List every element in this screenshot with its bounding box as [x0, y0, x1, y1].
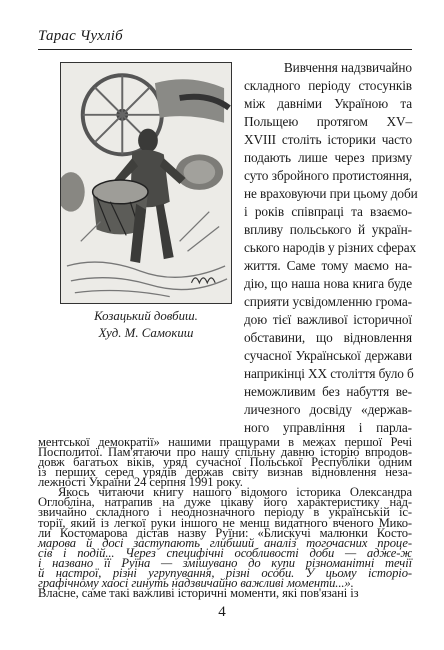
- text-line: із перших серед урядів держав світу визнав відновлення неза-: [38, 465, 412, 480]
- text-line: дію, що наша нова книга буде: [244, 276, 412, 291]
- text-line: личезного досвіду «держав-: [244, 402, 412, 417]
- header-rule: [38, 49, 412, 50]
- text-line: XVIII століть історики часто: [244, 132, 412, 147]
- caption-title: Козацький довбиш.: [94, 309, 198, 323]
- text-line: Оглобліна, натрапив на дуже цікаву його характеристику над-: [38, 495, 412, 510]
- page-number: 4: [218, 604, 226, 620]
- text-line: ного управління і парла-: [244, 420, 412, 435]
- paragraph-start-line: Якось читаючи книгу нашого відомого історика Олександра: [58, 485, 412, 500]
- text-line: графічному хаосі гинуть надзвичайно важливі моменти...».: [38, 575, 354, 590]
- illustration-sketch: [61, 63, 231, 303]
- text-line: між давніми Україною та: [244, 96, 412, 111]
- text-line: довж багатьох віків, уряд сучасної Польської Республіки одним: [38, 455, 412, 470]
- text-line: Вивчення надзвичайно: [283, 60, 412, 75]
- text-line: життя. Саме тому маємо на-: [244, 258, 412, 273]
- text-line: Посполитої. Пам'ятаючи про нашу спільну давню історію впродов-: [38, 445, 412, 460]
- text-line: дою тієї важливої історичної: [244, 312, 412, 327]
- text-line: ського народів у різних сферах: [244, 240, 417, 255]
- text-line: обставини, що відновлення: [244, 330, 412, 345]
- text-line: неможливим без набуття ве-: [244, 384, 412, 399]
- text-line: суто збройного протистояння,: [244, 168, 412, 183]
- text-line: торії, який із легкої руки іншого не менш видатного вченого Мико-: [38, 515, 412, 530]
- text-line: Власне, саме такі важливі історичні моменти, які пов'язані із: [38, 585, 359, 600]
- figure-caption: [48, 308, 244, 342]
- text-line: подають лише через призму: [244, 150, 412, 165]
- text-line: складного періоду стосунків: [244, 78, 412, 93]
- text-line: впливу польського й україн-: [244, 222, 412, 237]
- text-line: Польщею протягом XV–: [244, 114, 412, 129]
- text-line: і названо її Руїна — змішувано до купи різноманітні течії: [38, 555, 412, 570]
- text-line: наприкінці XX століття було б: [244, 366, 414, 381]
- running-header-author: Тарас Чухліб: [38, 28, 123, 44]
- text-line: ли Костомарова дістав назву Руїни: «Блискучі малюнки Косто-: [38, 525, 412, 540]
- text-line: лежності України 24 серпня 1991 року.: [38, 475, 243, 490]
- text-line: звичайно складного і неоднозначного періоду в українській іс-: [38, 505, 412, 520]
- text-line: сприяти усвідомленню грома-: [244, 294, 412, 309]
- text-line: не враховуючи при цьому доби: [244, 186, 418, 201]
- text-line: марова й досі заступають глибший аналіз тогочасних проце-: [38, 535, 412, 550]
- text-line: і років співпраці та взаємо-: [244, 204, 412, 219]
- illustration-cossack-drummer: [60, 62, 232, 304]
- text-line: й настрої, різні угрупування, різні особи. У цьому історіо-: [38, 565, 412, 580]
- text-line: сучасної Української держави: [244, 348, 412, 363]
- text-line: ментської демократії» нашими пращурами в межах першої Речі: [38, 435, 412, 449]
- text-line: сів і подій... Через специфічні особливості доби — адже-ж: [38, 545, 412, 560]
- caption-artist: Худ. М. Самокиш: [98, 326, 194, 340]
